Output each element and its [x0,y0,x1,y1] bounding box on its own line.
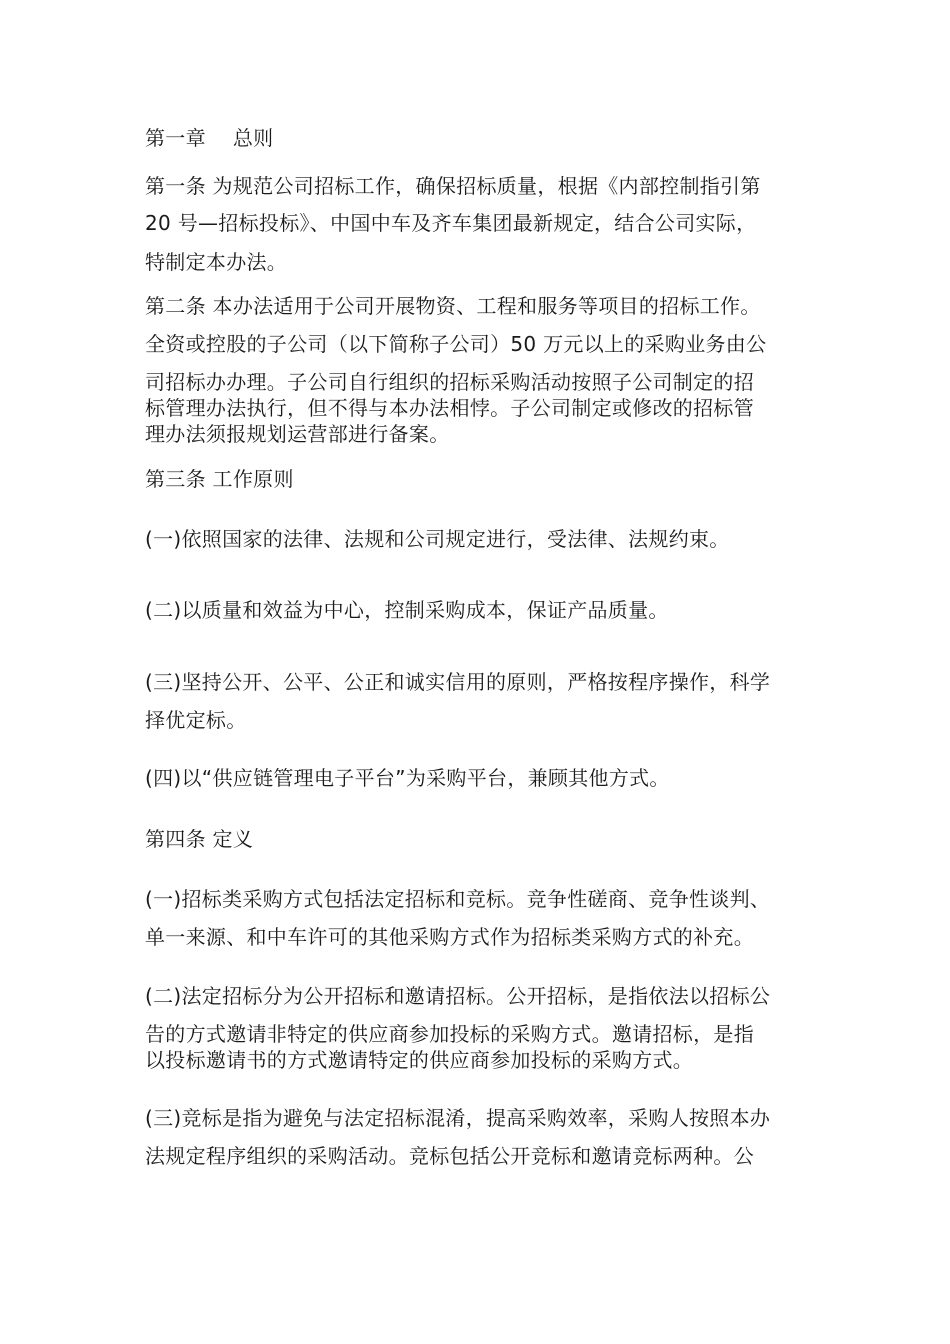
article-4-heading: 第四条 定义 [145,827,254,851]
definition-3-line-2: 法规定程序组织的采购活动。竞标包括公开竞标和邀请竞标两种。公 [145,1144,754,1168]
principle-1: (一)依照国家的法律、法规和公司规定进行，受法律、法规约束。 [145,527,730,551]
article-1-line-3: 特制定本办法。 [145,250,288,274]
article-2-line-2: 全资或控股的子公司（以下简称子公司）50 万元以上的采购业务由公 [145,332,767,356]
article-1-line-2: 20 号—招标投标》、中国中车及齐车集团最新规定，结合公司实际， [145,211,757,235]
definition-2-line-3: 以投标邀请书的方式邀请特定的供应商参加投标的采购方式。 [145,1048,694,1072]
chapter-heading: 第一章 总则 [145,126,274,150]
article-1-line-1: 第一条 为规范公司招标工作，确保招标质量，根据《内部控制指引第 [145,174,761,198]
principle-4: (四)以“供应链管理电子平台”为采购平台，兼顾其他方式。 [145,766,670,790]
principle-3-line-2: 择优定标。 [145,708,247,732]
article-3-heading: 第三条 工作原则 [145,467,294,491]
definition-1-line-2: 单一来源、和中车许可的其他采购方式作为招标类采购方式的补充。 [145,925,754,949]
article-2-line-5: 理办法须报规划运营部进行备案。 [145,422,450,446]
definition-3-line-1: (三)竞标是指为避免与法定招标混淆，提高采购效率，采购人按照本办 [145,1106,771,1130]
definition-1-line-1: (一)招标类采购方式包括法定招标和竞标。竞争性磋商、竞争性谈判、 [145,887,771,911]
principle-3-line-1: (三)坚持公开、公平、公正和诚实信用的原则，严格按程序操作，科学 [145,670,771,694]
principle-2: (二)以质量和效益为中心，控制采购成本，保证产品质量。 [145,598,669,622]
definition-2-line-2: 告的方式邀请非特定的供应商参加投标的采购方式。邀请招标，是指 [145,1022,754,1046]
article-2-line-1: 第二条 本办法适用于公司开展物资、工程和服务等项目的招标工作。 [145,294,761,318]
article-2-line-4: 标管理办法执行，但不得与本办法相悖。子公司制定或修改的招标管 [145,396,754,420]
article-2-line-3: 司招标办办理。子公司自行组织的招标采购活动按照子公司制定的招 [145,370,754,394]
definition-2-line-1: (二)法定招标分为公开招标和邀请招标。公开招标，是指依法以招标公 [145,984,771,1008]
